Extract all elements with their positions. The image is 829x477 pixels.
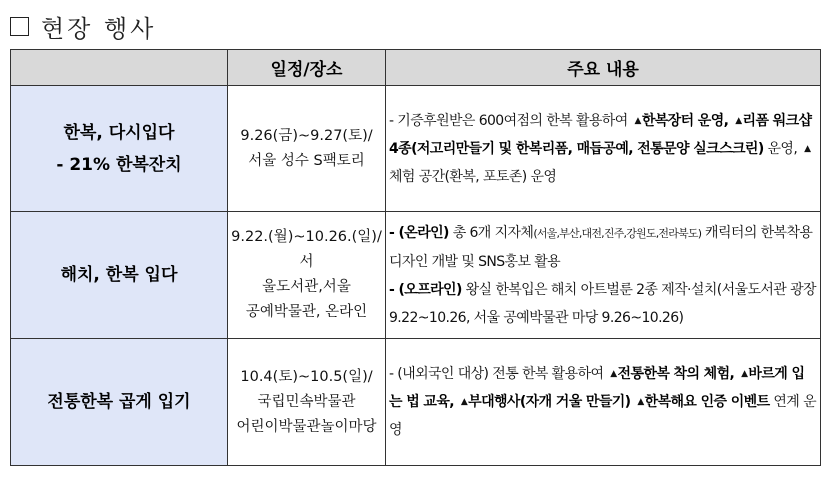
event-name-cell xyxy=(11,339,228,466)
description-cell xyxy=(386,212,821,339)
event-name-line: 한복, 다시입다 xyxy=(63,122,175,143)
desc-text: 운영, xyxy=(763,140,802,157)
triangle-marker-icon: ▲ xyxy=(741,369,748,379)
schedule-line: 9.26(금)~9.27(토)/ xyxy=(240,127,373,144)
desc-highlight: 바르게 입는 법 교육, xyxy=(389,366,805,410)
event-name-cell xyxy=(11,212,228,339)
empty-square-icon xyxy=(10,17,29,36)
schedule-line: 공예박물관, 온라인 xyxy=(245,304,368,320)
desc-text: 체험 공간(환복, 포토존) 운영 xyxy=(389,168,557,185)
desc-highlight: 리폼 워크샵 4종(저고리만들기 및 한복리폼, 매듭공예, 전통문양 실크스크린) xyxy=(389,112,812,157)
desc-label: - (오프라인) xyxy=(389,281,462,298)
description-cell xyxy=(386,339,821,466)
header-cell-content: 주요 내용 xyxy=(386,50,821,86)
table-row xyxy=(11,212,821,339)
event-name-cell xyxy=(11,86,228,212)
desc-label: - (온라인) xyxy=(389,224,449,241)
triangle-marker-icon: ▲ xyxy=(735,115,742,126)
desc-text: - 기증후원받은 600여점의 한복 활용하여 xyxy=(389,112,632,129)
triangle-marker-icon: ▲ xyxy=(634,115,641,126)
desc-highlight: 부대행사(자개 거울 만들기) xyxy=(468,394,631,410)
desc-text: - (내외국인 대상) 전통 한복 활용하여 xyxy=(389,366,608,382)
desc-small-text: (서울,부산,대전,진주,강원도,전라북도) xyxy=(533,226,702,240)
schedule-cell xyxy=(228,339,386,466)
schedule-line: 서울 성수 S팩토리 xyxy=(248,152,365,169)
event-name-line: 전통한복 곱게 입기 xyxy=(47,392,191,412)
desc-text: 캐릭터의 한복착용 디자인 개발 및 SNS홍보 활용 xyxy=(389,224,813,270)
events-table xyxy=(10,49,821,466)
event-name-line: - 21% 한복잔치 xyxy=(56,154,182,175)
schedule-line: 국립민속박물관 xyxy=(257,393,356,410)
schedule-cell xyxy=(228,86,386,212)
desc-text: 왕실 한복입은 해치 아트벌룬 2종 제작·설치(서울도서관 광장 9.22~10.26, 서울 공예박물관 마당 9.26~10.26) xyxy=(389,281,816,326)
triangle-marker-icon: ▲ xyxy=(804,143,811,154)
desc-text: 총 6개 지자체 xyxy=(448,224,534,241)
section-title: 현장 행사 xyxy=(41,14,157,43)
triangle-marker-icon: ▲ xyxy=(637,397,644,407)
description-cell xyxy=(386,86,821,212)
schedule-cell xyxy=(228,212,386,339)
table-header-row xyxy=(11,50,821,86)
event-name-line: 해치, 한복 입다 xyxy=(60,265,178,285)
schedule-line: 9.22.(월)~10.26.(일)/서 xyxy=(231,229,382,270)
header-cell-schedule: 일정/장소 xyxy=(228,50,386,86)
schedule-line: 울도서관,서울 xyxy=(262,279,351,295)
header-cell-event xyxy=(11,50,228,86)
section-heading xyxy=(10,10,156,42)
desc-text: 연계 운영 xyxy=(389,394,817,438)
desc-highlight: 한복해요 인증 이벤트 xyxy=(644,394,770,410)
table-row xyxy=(11,86,821,212)
desc-highlight: 전통한복 착의 체험, xyxy=(617,366,735,382)
triangle-marker-icon: ▲ xyxy=(610,369,617,379)
desc-highlight: 한복장터 운영, xyxy=(641,112,729,129)
table-row xyxy=(11,339,821,466)
schedule-line: 어린이박물관놀이마당 xyxy=(236,418,377,435)
triangle-marker-icon: ▲ xyxy=(460,397,468,407)
schedule-line: 10.4(토)~10.5(일)/ xyxy=(240,368,373,385)
